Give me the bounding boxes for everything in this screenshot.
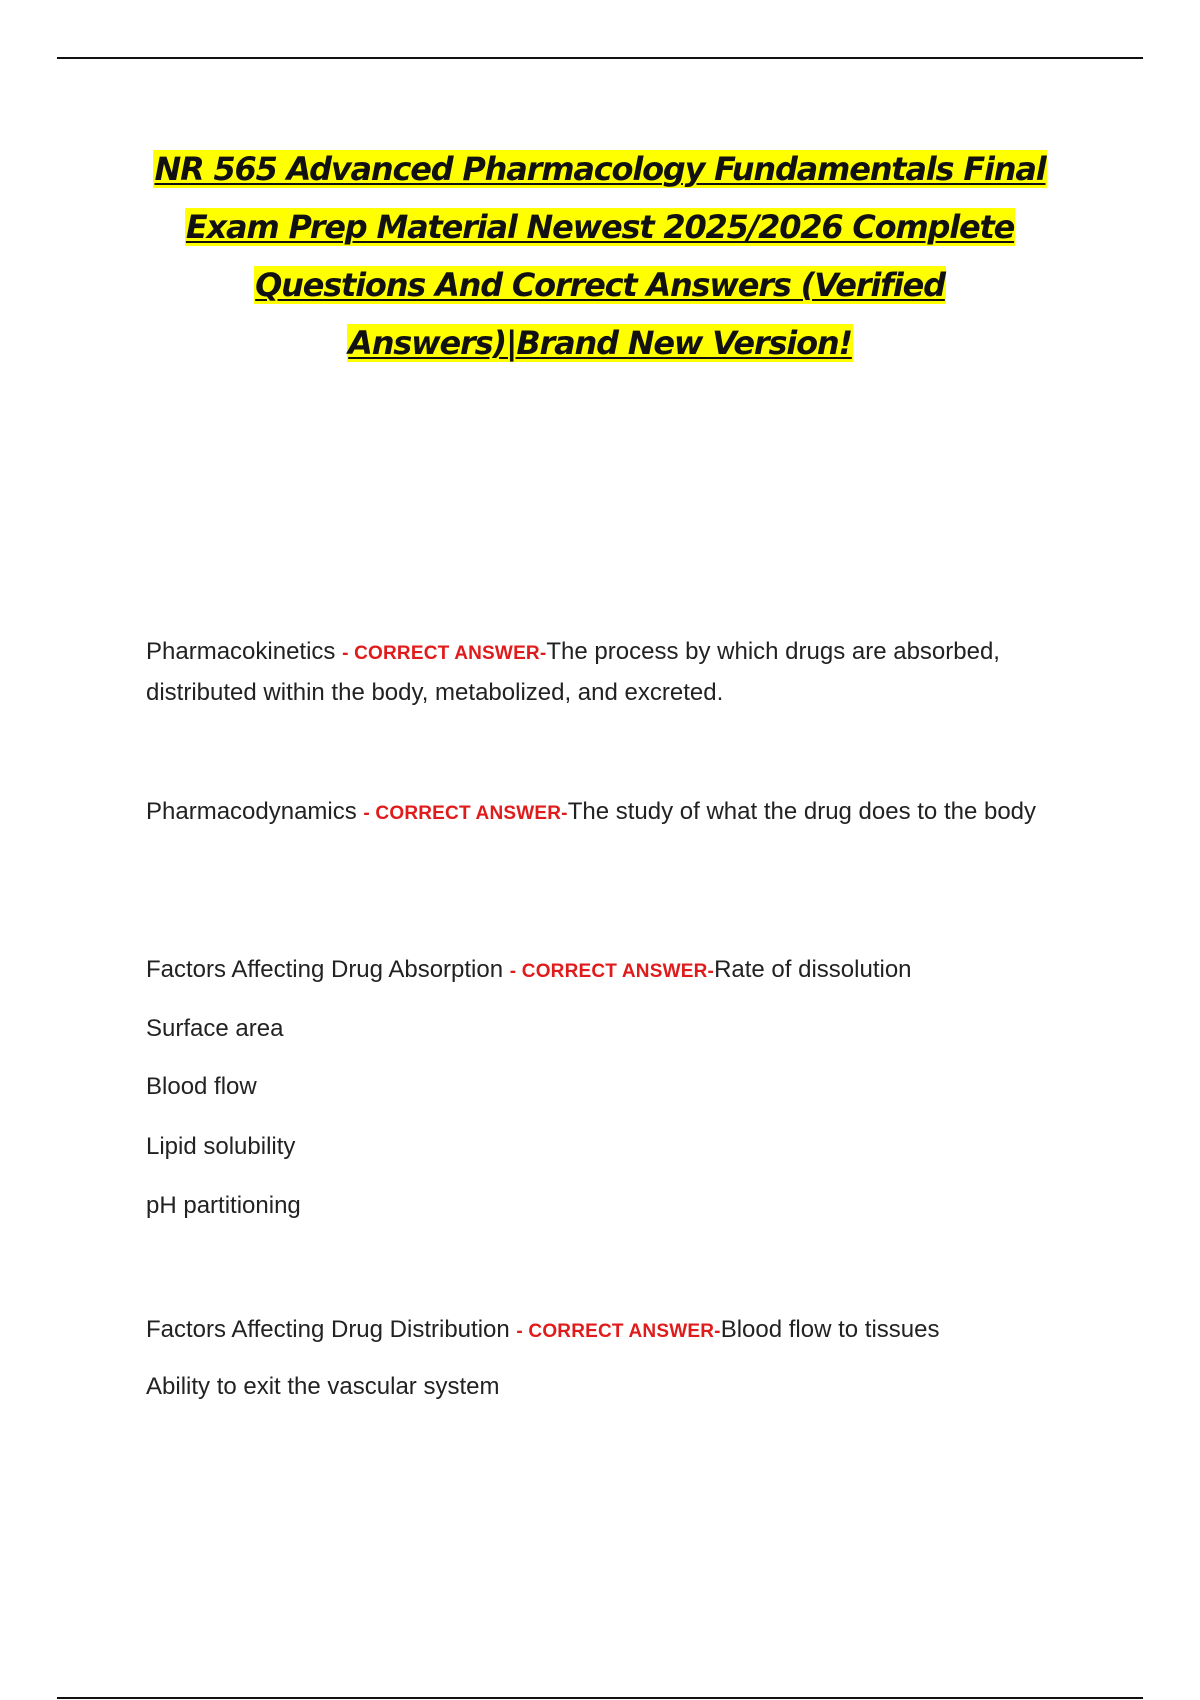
qa-term: Pharmacodynamics <box>146 798 357 825</box>
answer-line: Surface area <box>146 1015 284 1042</box>
answer-line: Ability to exit the vascular system <box>146 1373 500 1400</box>
top-rule <box>57 57 1143 59</box>
answer-line: pH partitioning <box>146 1192 301 1219</box>
qa-answer: Blood flow to tissues <box>720 1316 940 1343</box>
qa-term: Factors Affecting Drug Absorption <box>146 956 504 983</box>
document-title <box>140 140 1060 372</box>
title-line: Answers)|Brand New Version! <box>348 324 852 362</box>
qa-entry-pharmacokinetics <box>146 632 1086 712</box>
correct-answer-label: - CORRECT ANSWER- <box>342 643 547 664</box>
qa-entry-pharmacodynamics <box>146 792 1086 833</box>
correct-answer-label: - CORRECT ANSWER- <box>516 1321 721 1342</box>
qa-term: Pharmacokinetics <box>146 638 336 665</box>
qa-entry-drug-absorption <box>146 950 1086 991</box>
bottom-rule <box>57 1697 1143 1699</box>
answer-line: Lipid solubility <box>146 1133 296 1160</box>
title-line: Exam Prep Material Newest 2025/2026 Complete <box>185 208 1015 246</box>
qa-entry-drug-distribution <box>146 1310 1086 1351</box>
qa-answer: The study of what the drug does to the body <box>567 798 1037 825</box>
title-line: Questions And Correct Answers (Verified <box>255 266 945 304</box>
qa-answer: Rate of dissolution <box>714 956 912 983</box>
answer-line: Blood flow <box>146 1073 257 1100</box>
title-line: NR 565 Advanced Pharmacology Fundamentals Final <box>154 150 1046 188</box>
correct-answer-label: - CORRECT ANSWER- <box>363 803 568 824</box>
qa-answer: The process by which drugs are absorbed, distributed within the body, metabolized, and excreted. <box>146 638 1000 706</box>
qa-term: Factors Affecting Drug Distribution <box>146 1316 510 1343</box>
correct-answer-label: - CORRECT ANSWER- <box>509 961 715 982</box>
